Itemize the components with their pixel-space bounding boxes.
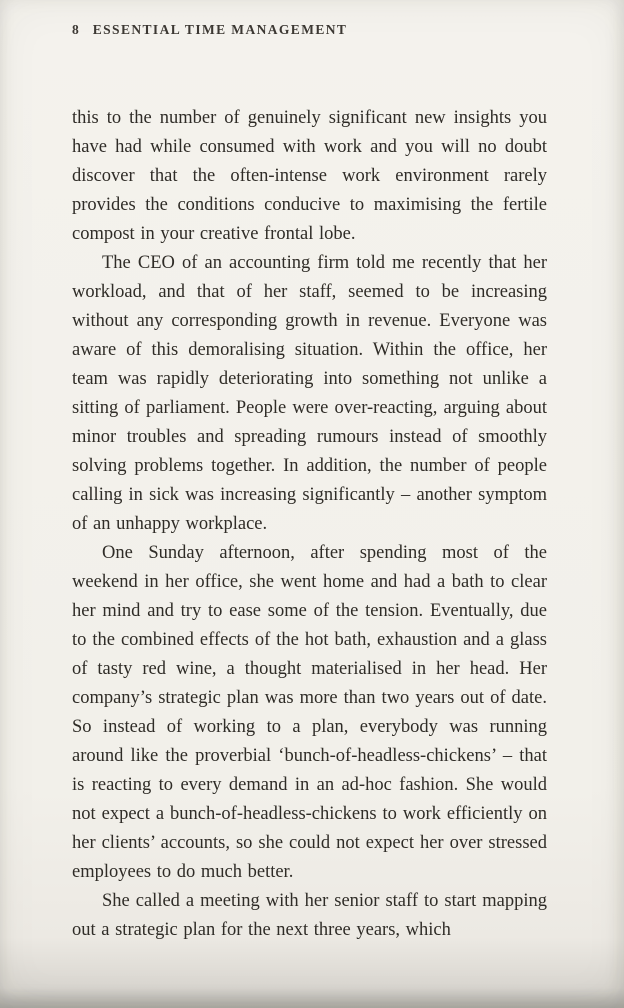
paragraph: One Sunday afternoon, after spending most of the weekend in her office, she went home and had a bath to clear her mind and try to ease some of the tension. Eventually, due to the combined effects of the hot bath, exhaustion and a glass of tasty red wine, a thought materialised in her head. Her company’s strategic plan was more than two years out of date. So instead of working to a plan, everybody was running around like the proverbial ‘bunch-of-headless-chickens’ – that is reacting to every demand in an ad-hoc fashion. She would not expect a bunch-of-headless-chickens to work efficiently on her clients’ accounts, so she could not expect her over stressed employees to do much better. — [72, 543, 547, 882]
paragraph: The CEO of an accounting firm told me recently that her workload, and that of her staff, seemed to be increasing without any corresponding growth in revenue. Everyone was aware of this demoralising situation. Within the office, her team was rapidly deteriorating into something not unlike a sitting of parliament. People were over-reacting, arguing about minor troubles and spreading rumours instead of smoothly solving problems together. In addition, the number of people calling in sick was increasing significantly – another symptom of an unhappy workplace. — [72, 253, 547, 534]
paragraph: this to the number of genuinely significant new insights you have had while consumed with work and you will no doubt discover that the often-intense work environment rarely provides the conditions conducive to maximising the fertile compost in your creative frontal lobe. — [72, 108, 547, 244]
running-header — [72, 22, 552, 38]
paragraph: She called a meeting with her senior staff to start mapping out a strategic plan for the next three years, which — [72, 891, 547, 940]
page-number: 8 — [72, 22, 79, 37]
page-body — [72, 104, 547, 945]
book-title: ESSENTIAL TIME MANAGEMENT — [92, 22, 348, 37]
